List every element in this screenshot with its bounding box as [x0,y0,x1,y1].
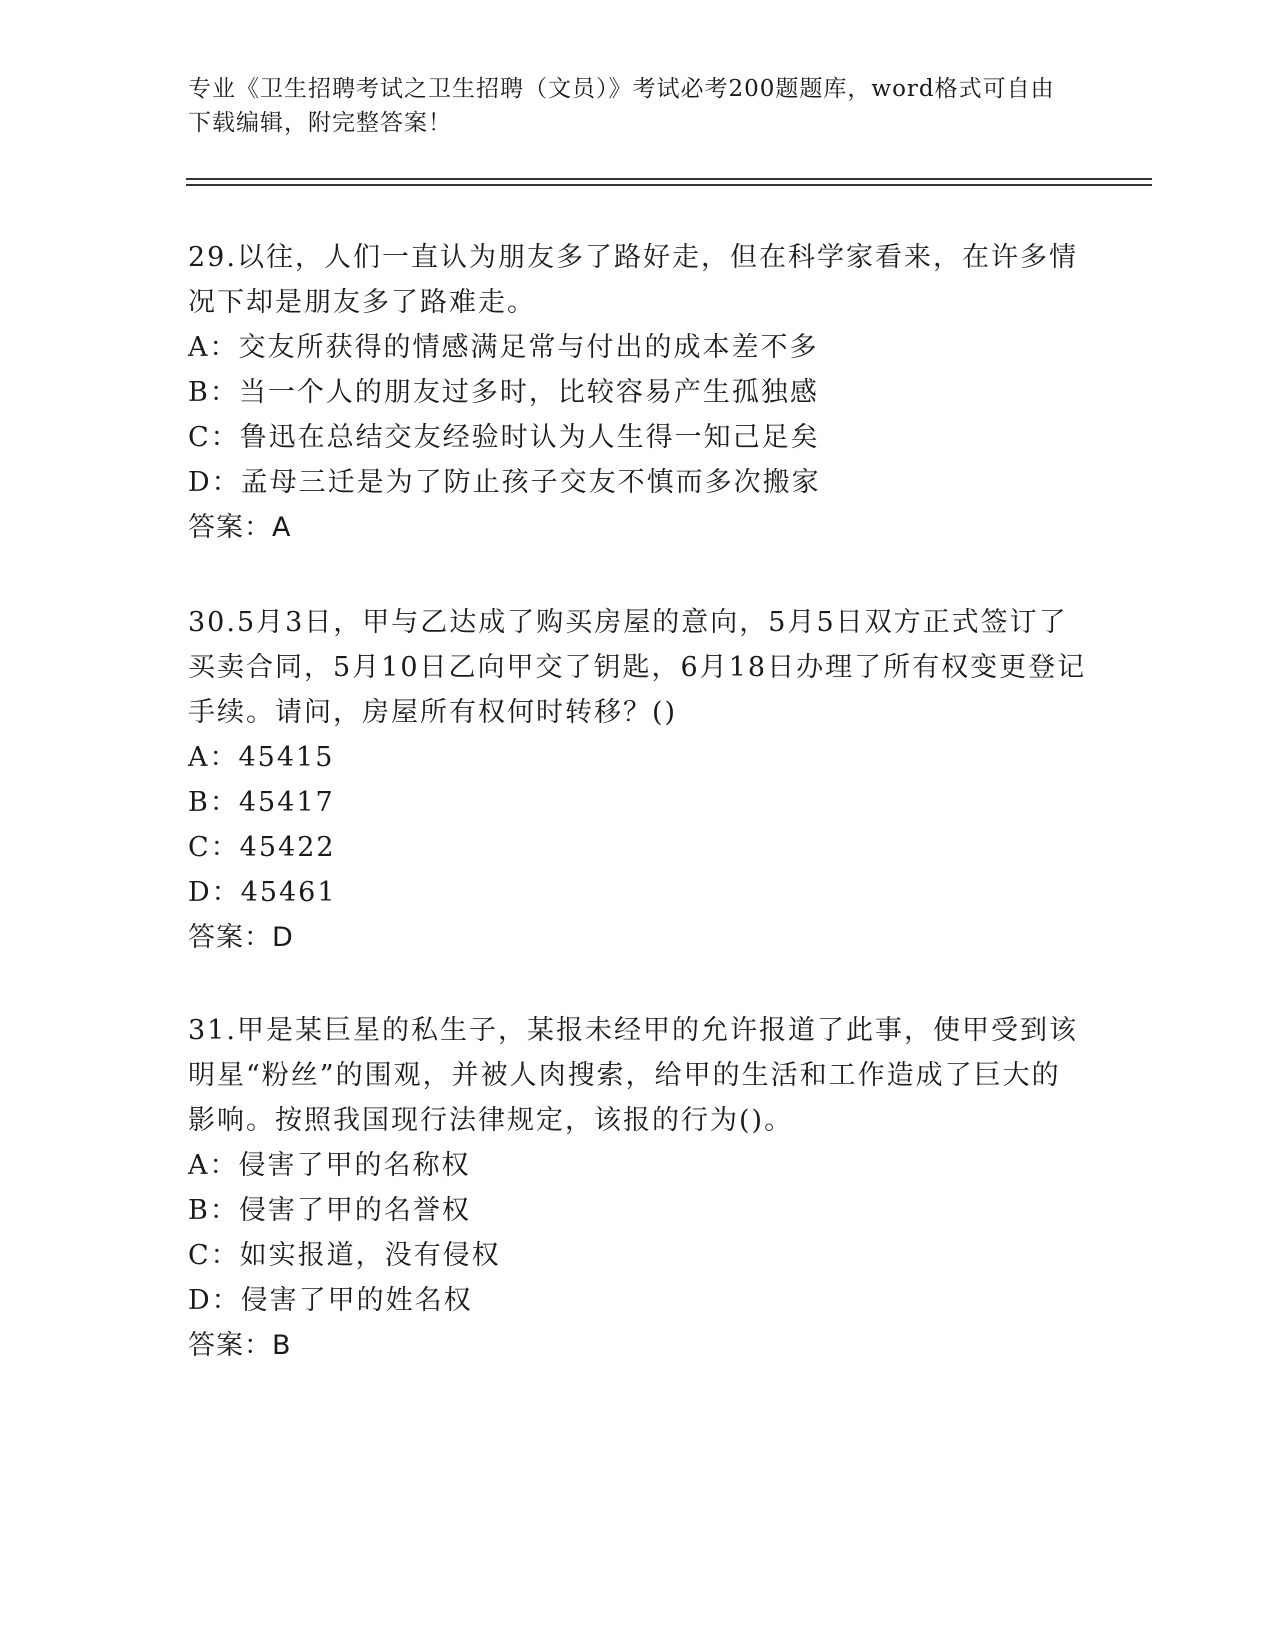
option-a: A：45415 [188,742,335,773]
question-stem: 29.以往，人们一直认为朋友多了路好走，但在科学家看来，在许多情况下却是朋友多了路难走。 [188,242,1078,318]
question-stem: 31.甲是某巨星的私生子，某报未经甲的允许报道了此事，使甲受到该明星“粉丝”的围观，并被人肉搜索，给甲的生活和工作造成了巨大的影响。按照我国现行法律规定，该报的行为()。 [188,1015,1078,1136]
header-divider-bottom [186,184,1152,186]
option-b: B：45417 [188,787,335,818]
question-29 [188,235,1088,550]
option-c: C：如实报道，没有侵权 [188,1240,501,1271]
header-divider-top [186,178,1152,180]
answer-label: 答案：B [188,1330,292,1361]
option-c: C：45422 [188,832,336,863]
option-d: D：45461 [188,877,337,908]
option-b: B：侵害了甲的名誉权 [188,1195,471,1226]
option-a: A：侵害了甲的名称权 [188,1150,471,1181]
answer-label: 答案：A [188,512,292,543]
document-header: 专业《卫生招聘考试之卫生招聘（文员）》考试必考200题题库，word格式可自由下载编辑，附完整答案！ [188,76,1055,136]
option-b: B：当一个人的朋友过多时，比较容易产生孤独感 [188,377,819,408]
option-d: D：侵害了甲的姓名权 [188,1285,473,1316]
question-30 [188,600,1088,960]
answer-label: 答案：D [188,922,294,953]
question-31 [188,1008,1088,1368]
question-stem: 30.5月3日，甲与乙达成了购买房屋的意向，5月5日双方正式签订了买卖合同，5月10日乙向甲交了钥匙，6月18日办理了所有权变更登记手续。请问，房屋所有权何时转移？() [188,607,1087,728]
option-a: A：交友所获得的情感满足常与付出的成本差不多 [188,332,819,363]
option-c: C：鲁迅在总结交友经验时认为人生得一知己足矣 [188,422,820,453]
option-d: D：孟母三迁是为了防止孩子交友不慎而多次搬家 [188,467,821,498]
